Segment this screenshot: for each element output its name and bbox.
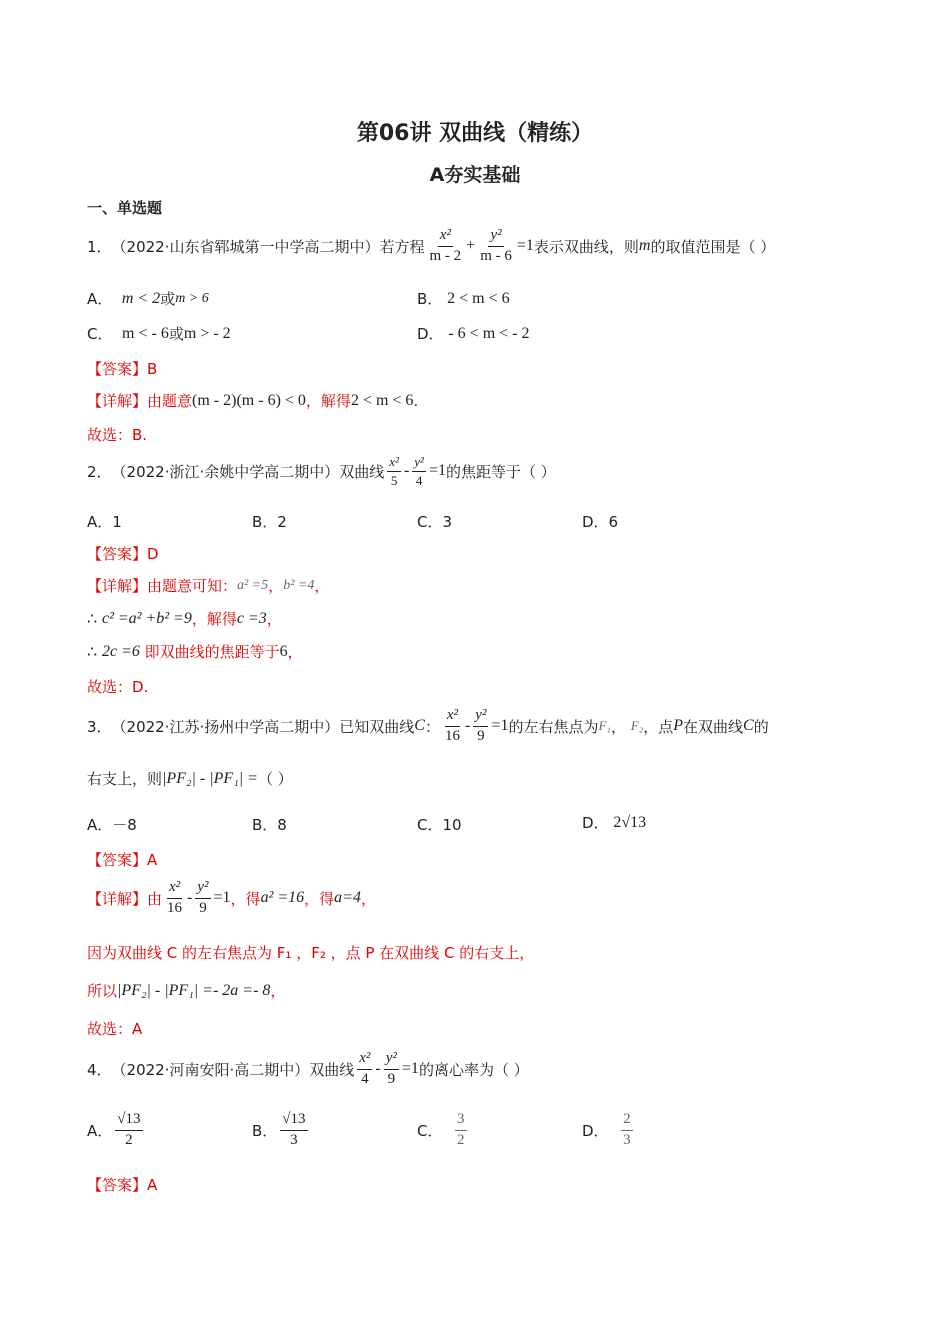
option-a: A．1 <box>87 513 122 531</box>
detail-3-line-3: 所以 |PF₂| - |PF₁| =- 2a =- 8 ， <box>87 981 286 1000</box>
choose-1: 故选：B. <box>87 426 148 444</box>
option-d: D． 2√13 <box>582 813 647 832</box>
option-d: D．6 <box>582 513 619 531</box>
option-c: C． $\frac{3}{2}$ <box>417 1111 465 1148</box>
question-3: 3． （2022·江苏·扬州中学高二期中）已知双曲线 C ： $\frac{\text{x²}}{16}$ - $\frac{\text{y²}}{9}$ =1 的左右焦点为 F₁ ， F₂ ，点 P 在双曲线 C 的 <box>87 707 769 744</box>
option-c: C．3 <box>417 513 453 531</box>
option-a: A． m < 2 或 m > 6 <box>87 289 209 308</box>
detail-2-line-2: ∴ c² =a² +b² =9 ，解得 c =3 ， <box>87 609 282 628</box>
question-number: 1． <box>87 237 112 256</box>
option-b: B．2 <box>252 513 287 531</box>
fraction: $\frac{\text{x²}}{m - 2}$ <box>429 227 462 264</box>
option-b: B．8 <box>252 816 287 834</box>
fraction: $\frac{\text{y²}}{m - 6}$ <box>480 227 512 264</box>
option-b: B． $\frac{√13}{3}$ <box>252 1111 306 1148</box>
detail-3-line-2: 因为双曲线 C 的左右焦点为 F₁ ，F₂ ，点 P 在双曲线 C 的右支上， <box>87 944 535 962</box>
detail-3: 【详解】 由 $\frac{\text{x²}}{16}$ - $\frac{\text{y²}}{9}$ =1 ，得 a² =16 ，得 a=4 ， <box>87 879 376 916</box>
answer-3: 【答案】A <box>87 851 158 869</box>
option-c: C． m < - 6 或 m > - 2 <box>87 324 231 343</box>
option-a: A． $\frac{√13}{2}$ <box>87 1111 141 1148</box>
section-heading: 一、单选题 <box>87 199 163 217</box>
choose-3: 故选：A <box>87 1020 143 1038</box>
page-subtitle: A夯实基础 <box>429 164 521 186</box>
option-a: A．－8 <box>87 816 137 834</box>
question-1: 1． （2022·山东省郓城第一中学高二期中）若方程 $\frac{\text{x²}}{m - 2}$ + $\frac{\text{y²}}{m - 6}$ =1 表示双曲线，则 m 的取值范围是（ ） <box>87 227 776 264</box>
choose-2: 故选：D. <box>87 678 149 696</box>
option-d: D． - 6 < m < - 2 <box>417 324 530 343</box>
question-3-line-2: 右支上，则 |PF₂| - |PF₁| = （ ） <box>87 769 293 788</box>
option-c: C．10 <box>417 816 462 834</box>
detail-1: 【详解】 由题意 (m - 2)(m - 6) < 0 ，解得 2 < m < 6 . <box>87 391 419 410</box>
option-d: D． $\frac{2}{3}$ <box>582 1111 631 1148</box>
detail-2-line-3: ∴ 2c =6 即双曲线的焦距等于 6 ， <box>87 642 303 661</box>
answer-4: 【答案】A <box>87 1176 158 1194</box>
question-stem: （2022·山东省郓城第一中学高二期中）若方程 <box>111 237 425 256</box>
option-b: B． 2 < m < 6 <box>417 289 510 308</box>
question-4: 4． （2022·河南安阳·高二期中）双曲线 $\frac{\text{x²}}{4}$ - $\frac{\text{y²}}{9}$ =1 的离心率为（ ） <box>87 1050 529 1087</box>
answer-1: 【答案】B <box>87 360 158 378</box>
answer-2: 【答案】D <box>87 545 159 563</box>
page-title: 第06讲 双曲线（精练） <box>356 121 594 146</box>
detail-2: 【详解】 由题意可知： a² =5 ， b² =4 ， <box>87 577 330 595</box>
question-2: 2． （2022·浙江·余姚中学高二期中）双曲线 $\frac{\text{x²}}{5}$ - $\frac{\text{y²}}{4}$ =1 的焦距等于（ ） <box>87 454 556 488</box>
